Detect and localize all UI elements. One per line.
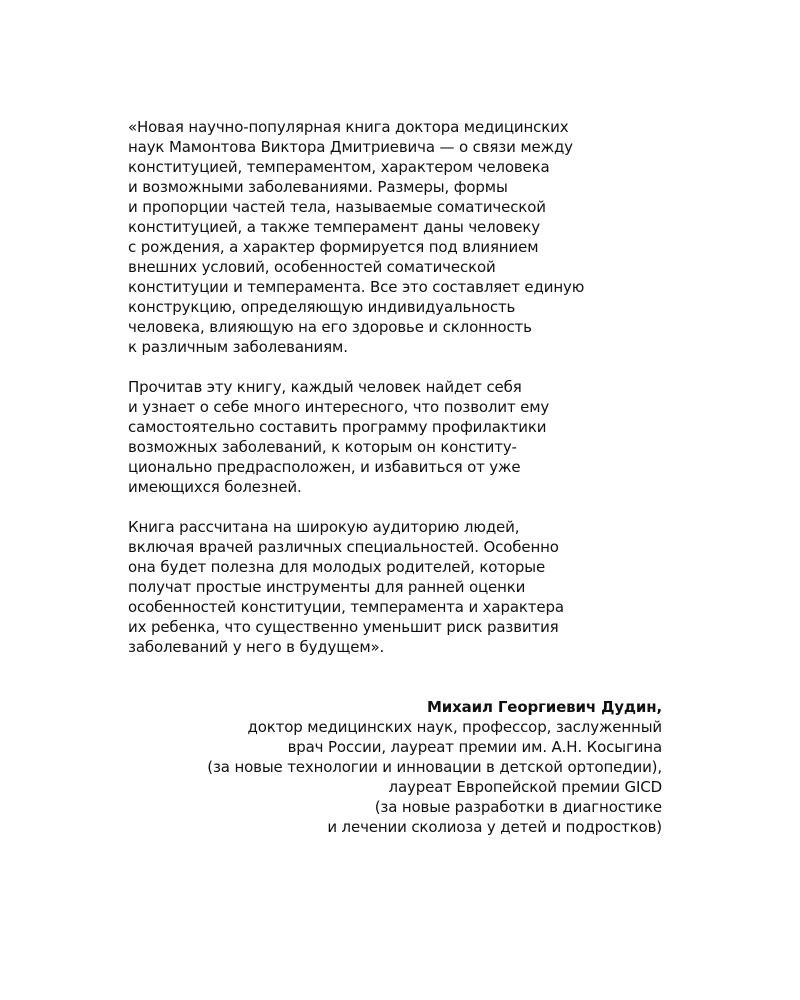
text-line: Прочитав эту книгу, каждый человек найдет себя <box>128 378 522 396</box>
text-line: она будет полезна для молодых родителей, которые <box>128 558 546 576</box>
text-line: к различным заболеваниям. <box>128 338 348 356</box>
text-line: «Новая научно-популярная книга доктора медицинских <box>128 118 569 136</box>
text-line: конституцией, а также темперамент даны человеку <box>128 218 541 236</box>
author-credential: лауреат Европейской премии GICD <box>388 778 662 796</box>
text-line: особенностей конституции, темперамента и характера <box>128 598 564 616</box>
text-line: с рождения, а характер формируется под влиянием <box>128 238 539 256</box>
text-line: ционально предрасположен, и избавиться от уже <box>128 458 521 476</box>
text-line: заболеваний у него в будущем». <box>128 638 385 656</box>
text-line: конституцией, темпераментом, характером человека <box>128 158 550 176</box>
author-credential: врач России, лауреат премии им. А.Н. Косыгина <box>287 738 662 756</box>
text-line: и возможными заболеваниями. Размеры, формы <box>128 178 508 196</box>
paragraph-2 <box>128 377 688 497</box>
text-line: человека, влияющую на его здоровье и склонность <box>128 318 532 336</box>
text-line: имеющихся болезней. <box>128 478 302 496</box>
paragraph-1 <box>128 117 688 357</box>
author-credential: доктор медицинских наук, профессор, заслуженный <box>247 718 662 736</box>
text-line: и узнает о себе много интересного, что позволит ему <box>128 398 550 416</box>
text-line: внешних условий, особенностей соматической <box>128 258 496 276</box>
quote-text <box>128 117 688 677</box>
text-line: конструкцию, определяющую индивидуальность <box>128 298 516 316</box>
text-line: конституции и темперамента. Все это составляет единую <box>128 278 585 296</box>
paragraph-3 <box>128 517 688 657</box>
signature-block <box>207 697 662 837</box>
text-line: и пропорции частей тела, называемые соматической <box>128 198 546 216</box>
author-credential: и лечении сколиоза у детей и подростков) <box>327 818 662 836</box>
author-name: Михаил Георгиевич Дудин, <box>427 698 662 716</box>
text-line: возможных заболеваний, к которым он конститу- <box>128 438 517 456</box>
text-line: получат простые инструменты для ранней оценки <box>128 578 526 596</box>
text-line: их ребенка, что существенно уменьшит риск развития <box>128 618 559 636</box>
text-line: наук Мамонтова Виктора Дмитриевича — о связи между <box>128 138 573 156</box>
text-line: самостоятельно составить программу профилактики <box>128 418 547 436</box>
author-credential: (за новые разработки в диагностике <box>374 798 662 816</box>
text-line: Книга рассчитана на широкую аудиторию людей, <box>128 518 520 536</box>
author-credential: (за новые технологии и инновации в детской ортопедии), <box>207 758 662 776</box>
text-line: включая врачей различных специальностей. Особенно <box>128 538 559 556</box>
